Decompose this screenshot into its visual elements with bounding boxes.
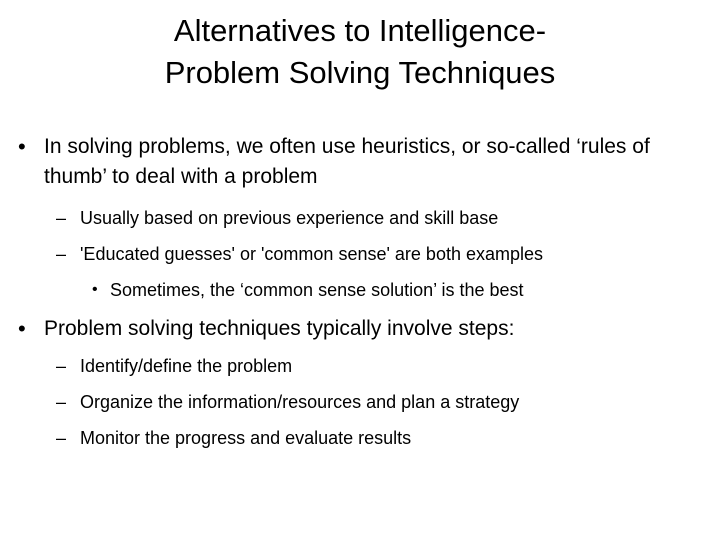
sub-bullet-text: Organize the information/resources and plan a strategy <box>80 392 520 412</box>
dash-marker: – <box>56 244 67 264</box>
slide-title-line-2: Problem Solving Techniques <box>164 55 556 90</box>
sub-bullet-item <box>56 426 411 450</box>
sub-sub-bullet-text: Sometimes, the ‘common sense solution’ is the best <box>110 280 524 300</box>
sub-bullet-text: Usually based on previous experience and skill base <box>80 208 499 228</box>
bullet-item-heuristics <box>18 132 704 192</box>
bullet-item-techniques <box>18 314 704 344</box>
bullet-marker: • <box>18 134 26 159</box>
sub-bullet-item <box>56 354 292 378</box>
slide-title-line-1: Alternatives to Intelligence- <box>173 13 547 48</box>
bullet-marker: • <box>92 281 98 298</box>
dash-marker: – <box>56 392 67 412</box>
bullet-marker: • <box>18 316 26 341</box>
sub-bullet-item <box>56 390 519 414</box>
sub-bullet-text: Monitor the progress and evaluate results <box>80 428 412 448</box>
dash-marker: – <box>56 208 67 228</box>
sub-bullet-item <box>56 242 543 266</box>
bullet-text: In solving problems, we often use heuristics, or so-called ‘rules of thumb’ to deal with a problem <box>44 135 650 188</box>
sub-bullet-text: Identify/define the problem <box>80 356 293 376</box>
dash-marker: – <box>56 428 67 448</box>
sub-sub-bullet-item <box>92 278 524 302</box>
sub-bullet-item <box>56 206 498 230</box>
dash-marker: – <box>56 356 67 376</box>
slide-title <box>60 10 660 94</box>
sub-bullet-text: 'Educated guesses' or 'common sense' are both examples <box>80 244 543 264</box>
bullet-text: Problem solving techniques typically involve steps: <box>44 317 515 340</box>
